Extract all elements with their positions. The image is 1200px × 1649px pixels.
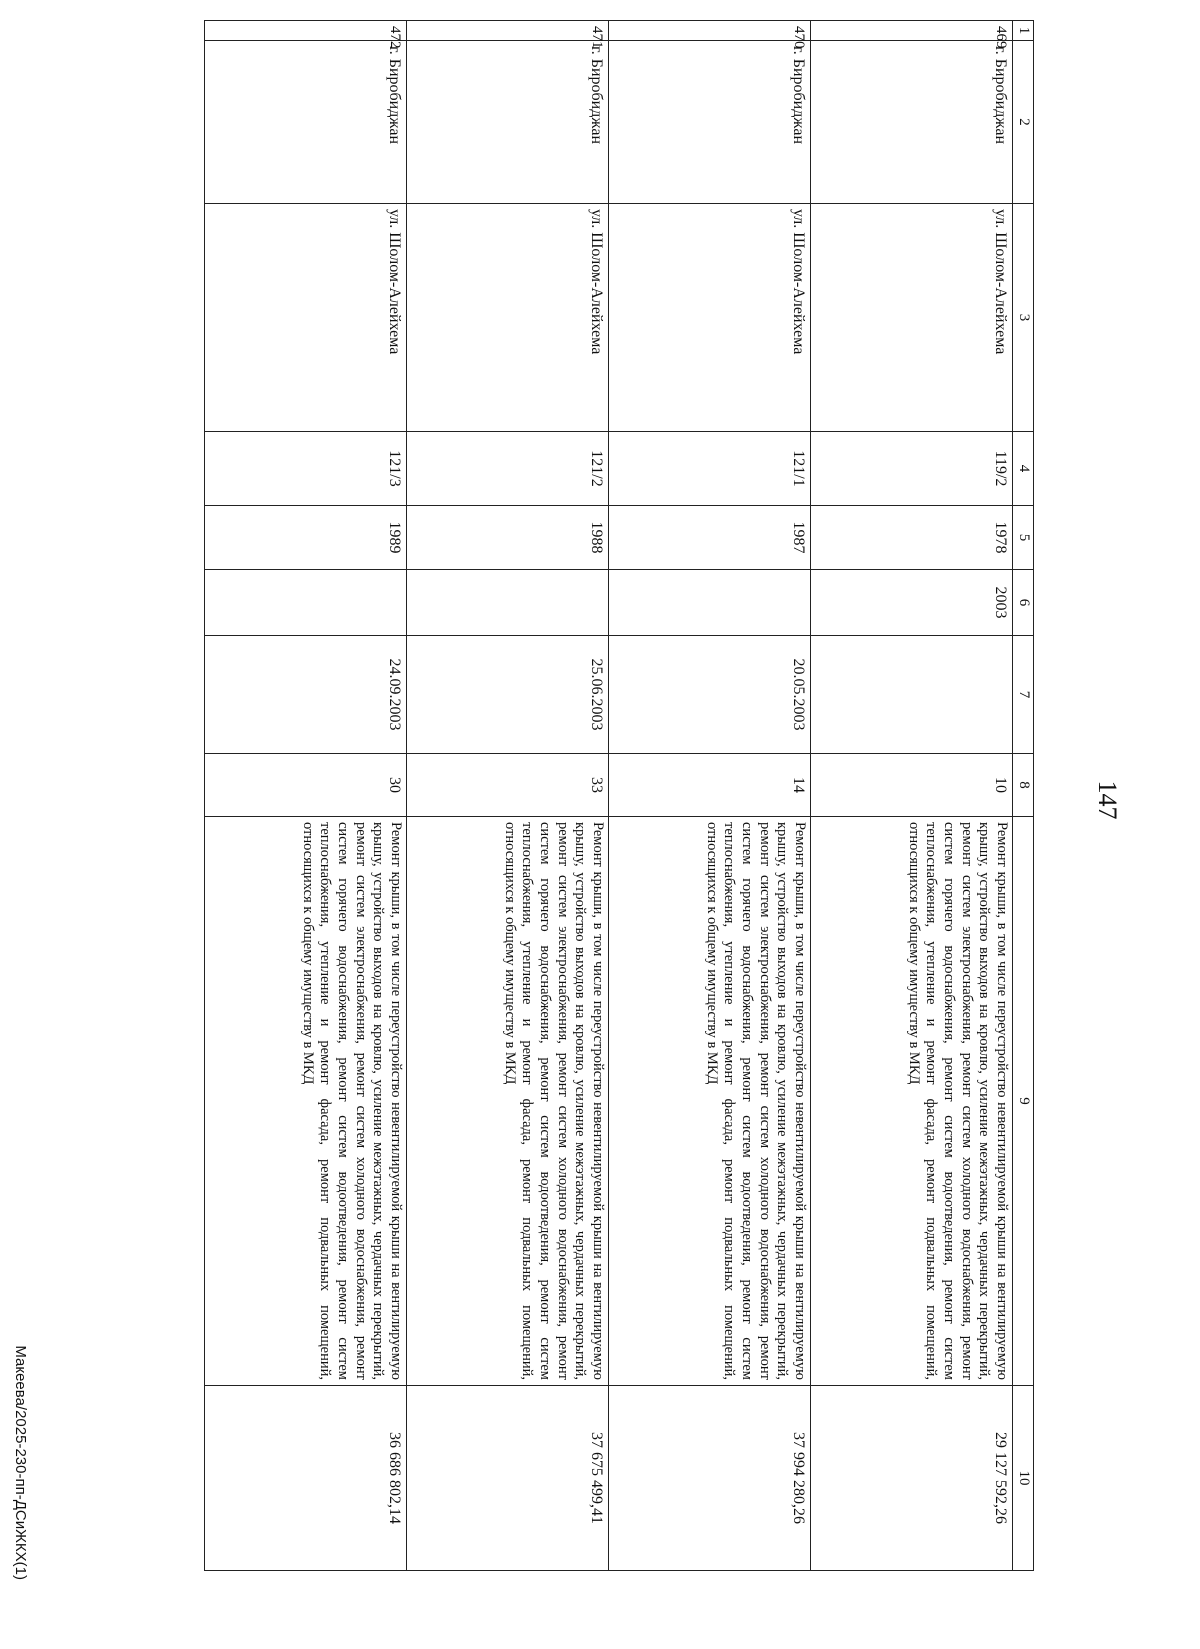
year-built-cell: 1987 bbox=[609, 506, 811, 570]
city-cell: г. Биробиджан bbox=[407, 41, 609, 204]
col6-cell bbox=[205, 570, 407, 636]
street-cell: ул. Шолом-Алейхема bbox=[205, 204, 407, 432]
table-row bbox=[205, 21, 407, 1571]
house-cell: 121/1 bbox=[609, 432, 811, 506]
col6-cell bbox=[609, 570, 811, 636]
col8-cell: 10 bbox=[811, 754, 1013, 817]
table-row bbox=[811, 21, 1013, 1571]
header-cell: 2 bbox=[1013, 41, 1034, 204]
header-cell: 6 bbox=[1013, 570, 1034, 636]
col8-cell: 30 bbox=[205, 754, 407, 817]
date-cell: 25.06.2003 bbox=[407, 636, 609, 754]
col8-cell: 14 bbox=[609, 754, 811, 817]
street-cell: ул. Шолом-Алейхема bbox=[407, 204, 609, 432]
row-number: 471 bbox=[407, 21, 609, 41]
document-page bbox=[10, 20, 1130, 1580]
city-cell: г. Биробиджан bbox=[609, 41, 811, 204]
amount-cell: 36 686 802,14 bbox=[205, 1386, 407, 1571]
row-number: 472 bbox=[205, 21, 407, 41]
table-row bbox=[609, 21, 811, 1571]
footer-reference: Макеева/2025-230-пп-ДСиЖКХ(1) bbox=[12, 1345, 29, 1580]
year-built-cell: 1989 bbox=[205, 506, 407, 570]
page-number: 147 bbox=[1093, 780, 1122, 820]
table-row bbox=[407, 21, 609, 1571]
capital-repair-table bbox=[204, 20, 1034, 1571]
house-cell: 121/3 bbox=[205, 432, 407, 506]
header-row bbox=[1013, 21, 1034, 1571]
date-cell bbox=[811, 636, 1013, 754]
header-cell: 4 bbox=[1013, 432, 1034, 506]
works-cell: Ремонт крыши, в том числе переустройство невентилируемой крыши на вентилируемую крышу, устройство выходов на кровлю, усиление межэтажных, чердачных перекрытий, ремонт систем электроснабжения, ремонт систем холодного водоснабжения, ремонт систем горячего водоснабжения, ремонт систем водоотведения, ремонт систем теплоснабжения, утепление и ремонт фасада, ремонт подвальных помещений, относящихся к общему имуществу в МКД bbox=[811, 817, 1013, 1386]
row-number: 469 bbox=[811, 21, 1013, 41]
amount-cell: 37 994 280,26 bbox=[609, 1386, 811, 1571]
header-cell: 3 bbox=[1013, 204, 1034, 432]
date-cell: 20.05.2003 bbox=[609, 636, 811, 754]
year-built-cell: 1978 bbox=[811, 506, 1013, 570]
header-cell: 5 bbox=[1013, 506, 1034, 570]
city-cell: г. Биробиджан bbox=[811, 41, 1013, 204]
street-cell: ул. Шолом-Алейхема bbox=[811, 204, 1013, 432]
col8-cell: 33 bbox=[407, 754, 609, 817]
works-cell: Ремонт крыши, в том числе переустройство невентилируемой крыши на вентилируемую крышу, устройство выходов на кровлю, усиление межэтажных, чердачных перекрытий, ремонт систем электроснабжения, ремонт систем холодного водоснабжения, ремонт систем горячего водоснабжения, ремонт систем водоотведения, ремонт систем теплоснабжения, утепление и ремонт фасада, ремонт подвальных помещений, относящихся к общему имуществу в МКД bbox=[205, 817, 407, 1386]
col6-cell: 2003 bbox=[811, 570, 1013, 636]
city-cell: г. Биробиджан bbox=[205, 41, 407, 204]
works-cell: Ремонт крыши, в том числе переустройство невентилируемой крыши на вентилируемую крышу, устройство выходов на кровлю, усиление межэтажных, чердачных перекрытий, ремонт систем электроснабжения, ремонт систем холодного водоснабжения, ремонт систем горячего водоснабжения, ремонт систем водоотведения, ремонт систем теплоснабжения, утепление и ремонт фасада, ремонт подвальных помещений, относящихся к общему имуществу в МКД bbox=[407, 817, 609, 1386]
row-number: 470 bbox=[609, 21, 811, 41]
year-built-cell: 1988 bbox=[407, 506, 609, 570]
header-cell: 7 bbox=[1013, 636, 1034, 754]
header-cell: 1 bbox=[1013, 21, 1034, 41]
house-cell: 121/2 bbox=[407, 432, 609, 506]
header-cell: 9 bbox=[1013, 817, 1034, 1386]
house-cell: 119/2 bbox=[811, 432, 1013, 506]
street-cell: ул. Шолом-Алейхема bbox=[609, 204, 811, 432]
amount-cell: 37 675 499,41 bbox=[407, 1386, 609, 1571]
date-cell: 24.09.2003 bbox=[205, 636, 407, 754]
col6-cell bbox=[407, 570, 609, 636]
header-cell: 8 bbox=[1013, 754, 1034, 817]
header-cell: 10 bbox=[1013, 1386, 1034, 1571]
amount-cell: 29 127 592,26 bbox=[811, 1386, 1013, 1571]
works-cell: Ремонт крыши, в том числе переустройство невентилируемой крыши на вентилируемую крышу, устройство выходов на кровлю, усиление межэтажных, чердачных перекрытий, ремонт систем электроснабжения, ремонт систем холодного водоснабжения, ремонт систем горячего водоснабжения, ремонт систем водоотведения, ремонт систем теплоснабжения, утепление и ремонт фасада, ремонт подвальных помещений, относящихся к общему имуществу в МКД bbox=[609, 817, 811, 1386]
